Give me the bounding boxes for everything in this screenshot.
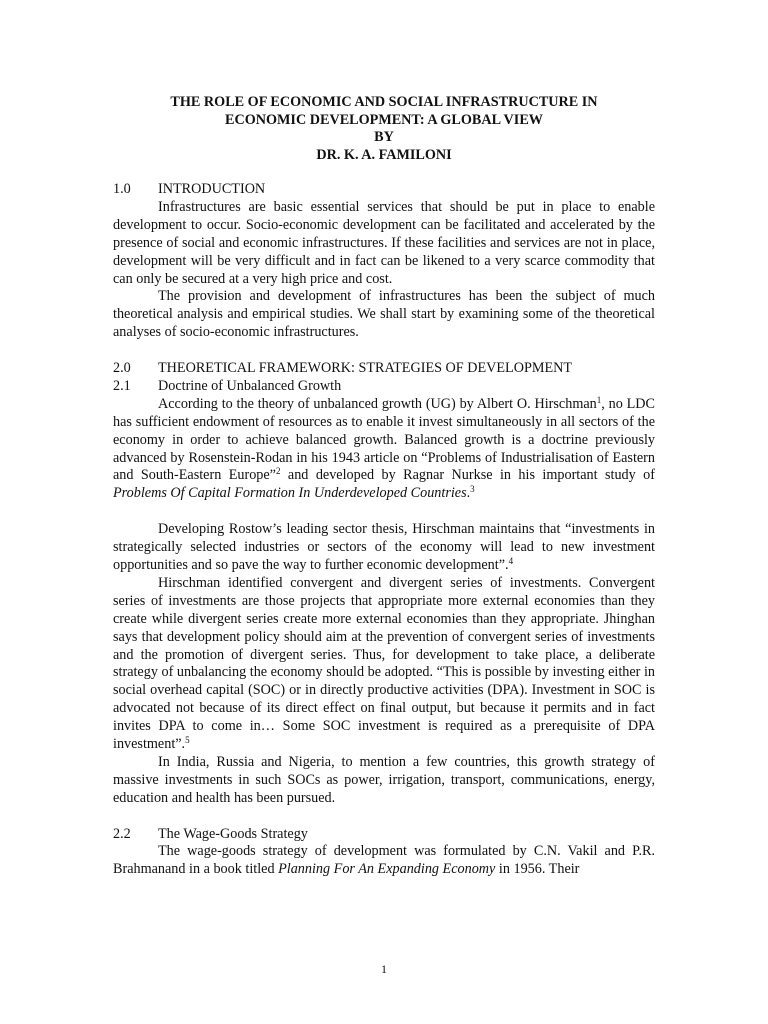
text-run: Hirschman identified convergent and divergent series of investments. Convergent series of investments are those projects that appropriate more external economies than they create while divergent series create more external economies than they appropriate. Jhinghan says that development policy should aim at the prevention of convergent series of investments and the promotion of divergent series. Thus, for development to take place, a deliberate strategy of unbalancing the economy should be adopted. “This is possible by investing either in social overhead capital (SOC) or in directly productive activities (DPA). Investment in SOC is advocated not because of its direct effect on final output, but because it permits and in fact invites DPA to come in… Some SOC investment is required as a prerequisite of DPA investment”.	[113, 574, 655, 753]
text-run: The wage-goods strategy of development was formulated by C.N. Vakil and P.R. Brahmanand in a book titled	[113, 843, 655, 878]
section-heading-theoretical-framework	[113, 360, 655, 378]
spacer	[113, 503, 655, 521]
footnote-ref: 2	[275, 466, 281, 477]
book-title: Problems Of Capital Formation In Underdeveloped Countries	[113, 485, 467, 502]
footnote-ref: 3	[470, 484, 475, 495]
title-line-1: THE ROLE OF ECONOMIC AND SOCIAL INFRASTRUCTURE IN	[170, 94, 598, 110]
paragraph	[113, 575, 655, 754]
paragraph: In India, Russia and Nigeria, to mention a few countries, this growth strategy of massive investments in such SOCs as power, irrigation, transport, communications, energy, education and health has been pursued.	[113, 753, 655, 806]
section-number: 1.0	[113, 181, 131, 197]
page-number: 1	[381, 962, 387, 976]
author-line: DR. K. A. FAMILONI	[316, 146, 452, 163]
text-run: .	[466, 485, 471, 502]
book-title: Planning For An Expanding Economy	[278, 861, 496, 878]
subsection-heading-unbalanced-growth	[113, 378, 655, 396]
text-run: Developing Rostow’s leading sector thesis, Hirschman maintains that “investments in strategically selected industries or sectors of the economy will lead to new investment opportunities and so pave the way to further economic development”.	[113, 521, 655, 573]
title-line-3: BY	[374, 129, 394, 146]
paragraph	[113, 521, 655, 575]
footnote-ref: 1	[596, 394, 602, 405]
section-title: THEORETICAL FRAMEWORK: STRATEGIES OF DEVELOPMENT	[158, 360, 573, 377]
paragraph: The provision and development of infrastructures has been the subject of much theoretical analysis and empirical studies. We shall start by examining some of the theoretical analyses of socio-economic infrastructures.	[113, 288, 655, 341]
section-number: 2.0	[113, 360, 131, 377]
section-title: INTRODUCTION	[158, 181, 266, 197]
text-run: , no LDC has sufficient endowment of resources as to enable it invest simultaneously in all sectors of the economy in order to achieve balanced growth. Balanced growth is a doctrine previously advanced by Rosenstein-Rodan in his 1943 article on “Problems of Industrialisation of Eastern and South-Eastern Europe”	[113, 395, 655, 484]
text-run: in 1956. Their	[495, 861, 580, 878]
footnote-ref: 5	[185, 735, 190, 746]
spacer	[113, 808, 655, 826]
text-run: and developed by Ragnar Nurkse in his important study of	[280, 467, 655, 484]
subsection-heading-wage-goods	[113, 826, 655, 844]
section-title: Doctrine of Unbalanced Growth	[158, 377, 342, 394]
paragraph	[113, 843, 655, 879]
section-heading-introduction	[113, 181, 655, 199]
paragraph: Infrastructures are basic essential services that should be put in place to enable development to occur. Socio-economic development can be facilitated and accelerated by the presence of social and economic infrastructures. If these facilities and services are not in place, development will be very difficult and in fact can be likened to a very scarce commodity that can only be secured at a very high price and cost.	[113, 198, 655, 287]
section-number: 2.1	[113, 377, 131, 394]
section-title: The Wage-Goods Strategy	[158, 825, 308, 842]
body-text	[113, 181, 655, 879]
footnote-ref: 4	[508, 556, 514, 566]
title-line-2: ECONOMIC DEVELOPMENT: A GLOBAL VIEW	[225, 111, 543, 128]
section-number: 2.2	[113, 825, 131, 842]
spacer	[113, 342, 655, 360]
text-run: According to the theory of unbalanced growth (UG) by Albert O. Hirschman	[158, 395, 597, 412]
paragraph	[113, 396, 655, 503]
paper-title	[112, 94, 656, 164]
